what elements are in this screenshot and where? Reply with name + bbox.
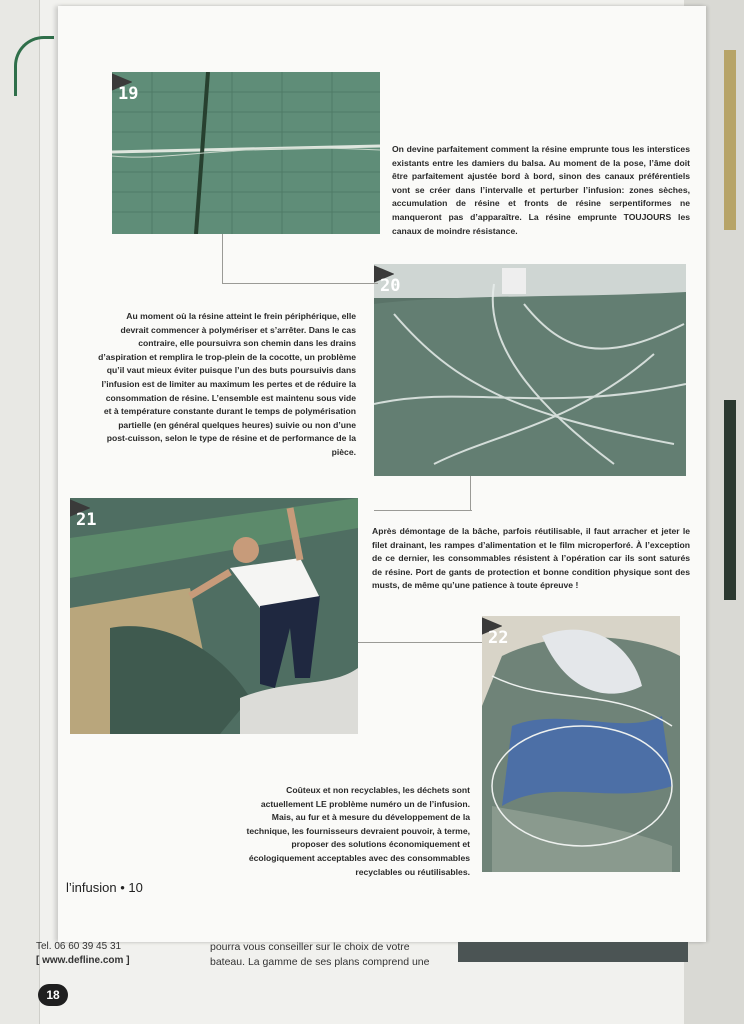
dark-image-strip xyxy=(458,942,688,962)
continued-article-text: pourra vous conseiller sur le choix de votre bateau. La gamme de ses plans comprend une xyxy=(210,941,430,968)
insert-page xyxy=(58,6,706,942)
page-number-badge: 18 xyxy=(38,984,68,1006)
photo-number-badge: 20 xyxy=(374,264,394,284)
photo-number-badge: 19 xyxy=(112,72,132,92)
worker-removing-film-image xyxy=(70,498,358,734)
connector-rule xyxy=(222,283,378,284)
photo-19 xyxy=(112,72,380,234)
page-header xyxy=(468,50,690,66)
balsa-resin-image xyxy=(112,72,380,234)
connector-rule xyxy=(374,510,472,511)
caption-20: Au moment où la résine atteint le frein périphérique, elle devrait commencer à polymériser et s’arrêter. Dans le cas contraire, elle poursuivra son chemin dans les drains d’aspiration et remplira le trop-plein de la cocotte, un problème qu’il vaut mieux éviter puisque l’un des buts poursuivis dans l’infusion est de limiter au maximum les pertes et de réduire la consommation de résine. L’ensemble est maintenu sous vide et à température constante durant le temps de polymérisation partielle (en général quelques heures) suivie ou non d’une post-cuisson, selon le type de résine et de performance de la pièce. xyxy=(98,311,356,457)
decorative-curve xyxy=(14,36,54,96)
contact-block xyxy=(36,940,196,968)
left-page-edge xyxy=(0,0,40,1024)
photo-number-badge: 22 xyxy=(482,616,502,636)
connector-rule xyxy=(470,476,471,510)
caption-19: On devine parfaitement comment la résine emprunte tous les interstices existants entre les damiers du balsa. Au moment de la pose, l’âme doit être parfaitement ajustée bord à bord, sinon des canaux préférentiels vont se créer dans l’intervalle et perturber l’infusion: zones sèches, accumulation de résine et fronts de résine serpentiformes ne manqueront pas d’apparaître. La résine emprunte TOUJOURS les canaux de moindre résistance. xyxy=(392,144,690,236)
waste-consumables-image xyxy=(482,616,680,872)
caption-21: Après démontage de la bâche, parfois réutilisable, il faut arracher et jeter le filet drainant, les rampes d’alimentation et le film microperforé. À l’exception de ce dernier, les consommables résistent à l’opération car ils sont saturés de résine. Port de gants de protection et bonne condition physique sont des musts, de même qu’une patience à toute épreuve ! xyxy=(372,526,690,591)
edge-strip xyxy=(724,50,736,230)
photo-21 xyxy=(70,498,358,734)
connector-rule xyxy=(358,642,482,643)
vacuum-bag-image xyxy=(374,264,686,476)
photo-22 xyxy=(482,616,680,872)
photo-20 xyxy=(374,264,686,476)
connector-rule xyxy=(222,234,223,284)
edge-strip xyxy=(724,400,736,600)
website-link: [ www.defline.com ] xyxy=(36,955,130,966)
photo-number-badge: 21 xyxy=(70,498,90,518)
phone-number: Tel. 06 60 39 45 31 xyxy=(36,941,122,952)
caption-22: Coûteux et non recyclables, les déchets sont actuellement LE problème numéro un de l’infusion. Mais, au fur et à mesure du développement de la technique, les fournisseurs devraient pouvoir, à terme, proposer des solutions économiquement et écologiquement acceptables avec des consommables recyclables ou réutilisables. xyxy=(246,785,470,877)
page-footer: l’infusion • 10 xyxy=(66,880,143,895)
